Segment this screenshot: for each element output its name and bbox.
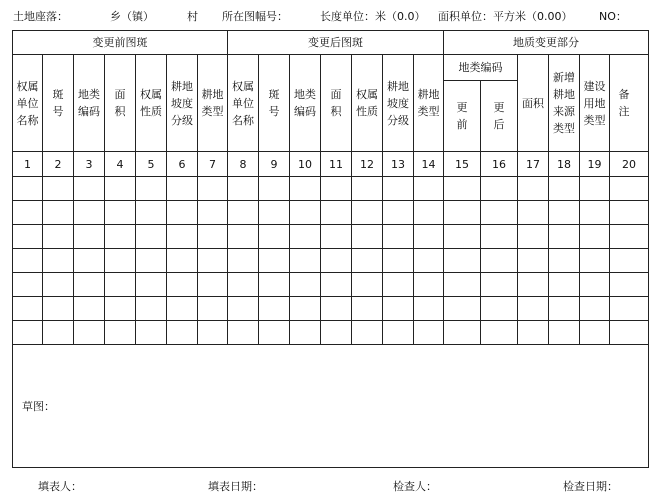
table-cell[interactable] bbox=[444, 249, 481, 273]
no-label: NO： bbox=[599, 10, 627, 23]
table-cell[interactable] bbox=[105, 225, 136, 249]
table-cell[interactable] bbox=[321, 177, 352, 201]
table-cell[interactable] bbox=[481, 249, 518, 273]
table-cell[interactable] bbox=[321, 321, 352, 345]
table-cell[interactable] bbox=[549, 297, 580, 321]
table-cell[interactable] bbox=[105, 321, 136, 345]
table-cell[interactable] bbox=[167, 177, 198, 201]
table-cell[interactable] bbox=[228, 201, 259, 225]
table-cell[interactable] bbox=[74, 201, 105, 225]
table-cell[interactable] bbox=[549, 225, 580, 249]
area-unit-label: 面积单位：平方米（0.00） bbox=[438, 10, 573, 23]
table-cell[interactable] bbox=[580, 321, 610, 345]
table-cell[interactable] bbox=[136, 225, 167, 249]
table-cell[interactable] bbox=[610, 225, 649, 249]
table-row bbox=[13, 273, 649, 297]
table-cell[interactable] bbox=[383, 297, 414, 321]
table-cell[interactable] bbox=[259, 225, 290, 249]
table-cell[interactable] bbox=[167, 201, 198, 225]
column-number: 20 bbox=[610, 152, 649, 177]
table-cell[interactable] bbox=[43, 225, 74, 249]
table-cell[interactable] bbox=[610, 249, 649, 273]
table-cell[interactable] bbox=[43, 177, 74, 201]
table-cell[interactable] bbox=[228, 297, 259, 321]
table-cell[interactable] bbox=[13, 201, 43, 225]
table-cell[interactable] bbox=[549, 201, 580, 225]
table-cell[interactable] bbox=[290, 177, 321, 201]
col-after-area-header: 面 积 bbox=[321, 55, 352, 152]
group-before-header: 变更前图斑 bbox=[13, 31, 228, 55]
column-number: 8 bbox=[228, 152, 259, 177]
table-cell[interactable] bbox=[352, 321, 383, 345]
col-before-ownership-header: 权属 性质 bbox=[136, 55, 167, 152]
table-cell[interactable] bbox=[74, 249, 105, 273]
column-number: 5 bbox=[136, 152, 167, 177]
table-cell[interactable] bbox=[105, 273, 136, 297]
table-cell[interactable] bbox=[383, 273, 414, 297]
table-cell[interactable] bbox=[167, 249, 198, 273]
table-cell[interactable] bbox=[290, 225, 321, 249]
column-number-row bbox=[13, 152, 649, 177]
table-cell[interactable] bbox=[321, 297, 352, 321]
table-cell[interactable] bbox=[259, 177, 290, 201]
table-cell[interactable] bbox=[13, 321, 43, 345]
table-cell[interactable] bbox=[383, 321, 414, 345]
table-cell[interactable] bbox=[136, 321, 167, 345]
table-cell[interactable] bbox=[228, 177, 259, 201]
table-cell[interactable] bbox=[580, 249, 610, 273]
table-cell[interactable] bbox=[105, 177, 136, 201]
table-cell[interactable] bbox=[228, 273, 259, 297]
table-cell[interactable] bbox=[136, 273, 167, 297]
table-cell[interactable] bbox=[136, 297, 167, 321]
table-cell[interactable] bbox=[321, 225, 352, 249]
length-unit-label: 长度单位：米（0.0） bbox=[320, 10, 426, 23]
col-before-area-header: 面 积 bbox=[105, 55, 136, 152]
table-cell[interactable] bbox=[167, 321, 198, 345]
table-cell[interactable] bbox=[610, 297, 649, 321]
table-cell[interactable] bbox=[198, 273, 228, 297]
table-cell[interactable] bbox=[259, 273, 290, 297]
column-number: 2 bbox=[43, 152, 74, 177]
table-cell[interactable] bbox=[414, 249, 444, 273]
checker-label: 检查人： bbox=[393, 480, 437, 493]
table-cell[interactable] bbox=[444, 297, 481, 321]
table-cell[interactable] bbox=[290, 297, 321, 321]
table-cell[interactable] bbox=[518, 201, 549, 225]
col-geo-construction-header: 建设 用地 类型 bbox=[580, 55, 610, 152]
table-cell[interactable] bbox=[352, 201, 383, 225]
col-before-owner-header: 权属 单位 名称 bbox=[13, 55, 43, 152]
col-before-slope-header: 耕地 坡度 分级 bbox=[167, 55, 198, 152]
table-cell[interactable] bbox=[167, 273, 198, 297]
table-cell[interactable] bbox=[198, 321, 228, 345]
table-cell[interactable] bbox=[321, 201, 352, 225]
col-geo-area-header: 面积 bbox=[518, 55, 549, 152]
table-cell[interactable] bbox=[580, 273, 610, 297]
col-after-patch-header: 斑 号 bbox=[259, 55, 290, 152]
column-number: 6 bbox=[167, 152, 198, 177]
table-cell[interactable] bbox=[549, 273, 580, 297]
table-cell[interactable] bbox=[105, 201, 136, 225]
table-cell[interactable] bbox=[321, 249, 352, 273]
table-cell[interactable] bbox=[259, 321, 290, 345]
table-cell[interactable] bbox=[74, 177, 105, 201]
table-cell[interactable] bbox=[136, 201, 167, 225]
table-cell[interactable] bbox=[444, 273, 481, 297]
table-cell[interactable] bbox=[414, 177, 444, 201]
sketch-label: 草图： bbox=[22, 399, 55, 413]
location-label: 土地座落： bbox=[13, 10, 68, 23]
table-cell[interactable] bbox=[13, 273, 43, 297]
table-row bbox=[13, 201, 649, 225]
table-row bbox=[13, 249, 649, 273]
column-number: 12 bbox=[352, 152, 383, 177]
table-cell[interactable] bbox=[610, 273, 649, 297]
table-cell[interactable] bbox=[198, 225, 228, 249]
table-cell[interactable] bbox=[259, 201, 290, 225]
table-cell[interactable] bbox=[549, 177, 580, 201]
table-cell[interactable] bbox=[136, 177, 167, 201]
column-number: 19 bbox=[580, 152, 610, 177]
column-number: 14 bbox=[414, 152, 444, 177]
table-row bbox=[13, 225, 649, 249]
col-after-farmtype-header: 耕地 类型 bbox=[414, 55, 444, 152]
table-cell[interactable] bbox=[167, 297, 198, 321]
table-row bbox=[13, 177, 649, 201]
table-cell[interactable] bbox=[383, 225, 414, 249]
table-cell[interactable] bbox=[444, 201, 481, 225]
table-cell[interactable] bbox=[13, 249, 43, 273]
col-before-landcode-header: 地类 编码 bbox=[74, 55, 105, 152]
map-sheet-label: 所在图幅号： bbox=[222, 10, 288, 23]
table-cell[interactable] bbox=[43, 201, 74, 225]
table-cell[interactable] bbox=[105, 297, 136, 321]
col-after-landcode-header: 地类 编码 bbox=[290, 55, 321, 152]
table-cell[interactable] bbox=[228, 321, 259, 345]
table-cell[interactable] bbox=[549, 321, 580, 345]
column-number: 18 bbox=[549, 152, 580, 177]
table-cell[interactable] bbox=[481, 273, 518, 297]
table-cell[interactable] bbox=[321, 273, 352, 297]
column-number: 11 bbox=[321, 152, 352, 177]
table-cell[interactable] bbox=[352, 297, 383, 321]
column-number: 10 bbox=[290, 152, 321, 177]
column-number: 13 bbox=[383, 152, 414, 177]
col-geo-newfarm-header: 新增 耕地 来源 类型 bbox=[549, 55, 580, 152]
table-cell[interactable] bbox=[136, 249, 167, 273]
table-cell[interactable] bbox=[228, 249, 259, 273]
check-date-label: 检查日期： bbox=[563, 480, 618, 493]
table-cell[interactable] bbox=[43, 297, 74, 321]
table-cell[interactable] bbox=[580, 225, 610, 249]
table-cell[interactable] bbox=[518, 177, 549, 201]
table-cell[interactable] bbox=[198, 201, 228, 225]
table-cell[interactable] bbox=[74, 273, 105, 297]
table-cell[interactable] bbox=[198, 297, 228, 321]
table-cell[interactable] bbox=[518, 249, 549, 273]
table-cell[interactable] bbox=[610, 321, 649, 345]
column-number: 3 bbox=[74, 152, 105, 177]
table-cell[interactable] bbox=[198, 177, 228, 201]
table-cell[interactable] bbox=[610, 201, 649, 225]
table-cell[interactable] bbox=[43, 249, 74, 273]
col-before-patch-header: 斑 号 bbox=[43, 55, 74, 152]
table-cell[interactable] bbox=[518, 225, 549, 249]
fill-date-label: 填表日期： bbox=[208, 480, 263, 493]
table-cell[interactable] bbox=[13, 225, 43, 249]
table-cell[interactable] bbox=[518, 297, 549, 321]
subgroup-landcode-header: 地类编码 bbox=[444, 55, 518, 81]
column-number: 9 bbox=[259, 152, 290, 177]
table-cell[interactable] bbox=[352, 177, 383, 201]
table-cell[interactable] bbox=[352, 249, 383, 273]
table-cell[interactable] bbox=[43, 273, 74, 297]
table-row bbox=[13, 321, 649, 345]
col-geo-after-header: 更 后 bbox=[481, 81, 518, 152]
table-cell[interactable] bbox=[74, 321, 105, 345]
col-after-slope-header: 耕地 坡度 分级 bbox=[383, 55, 414, 152]
table-cell[interactable] bbox=[74, 225, 105, 249]
table-cell[interactable] bbox=[228, 225, 259, 249]
table-row bbox=[13, 297, 649, 321]
table-cell[interactable] bbox=[414, 225, 444, 249]
column-number: 17 bbox=[518, 152, 549, 177]
table-cell[interactable] bbox=[13, 297, 43, 321]
column-number: 16 bbox=[481, 152, 518, 177]
table-cell[interactable] bbox=[444, 177, 481, 201]
col-after-owner-header: 权属 单位 名称 bbox=[228, 55, 259, 152]
table-cell[interactable] bbox=[414, 201, 444, 225]
column-number: 7 bbox=[198, 152, 228, 177]
column-number: 15 bbox=[444, 152, 481, 177]
column-number: 1 bbox=[13, 152, 43, 177]
group-geo-header: 地质变更部分 bbox=[444, 31, 649, 55]
table-cell[interactable] bbox=[198, 249, 228, 273]
table-cell[interactable] bbox=[518, 273, 549, 297]
col-remark-header: 备注 bbox=[610, 55, 649, 152]
table-cell[interactable] bbox=[414, 273, 444, 297]
table-cell[interactable] bbox=[481, 177, 518, 201]
table-cell[interactable] bbox=[259, 297, 290, 321]
table-cell[interactable] bbox=[352, 225, 383, 249]
table-cell[interactable] bbox=[580, 297, 610, 321]
land-change-form-table bbox=[12, 30, 649, 468]
column-number: 4 bbox=[105, 152, 136, 177]
col-before-farmtype-header: 耕地 类型 bbox=[198, 55, 228, 152]
township-label: 乡（镇） bbox=[110, 10, 154, 23]
table-cell[interactable] bbox=[580, 201, 610, 225]
table-cell[interactable] bbox=[383, 201, 414, 225]
table-cell[interactable] bbox=[414, 297, 444, 321]
col-after-ownership-header: 权属 性质 bbox=[352, 55, 383, 152]
table-cell[interactable] bbox=[444, 321, 481, 345]
table-cell[interactable] bbox=[290, 321, 321, 345]
col-geo-before-header: 更 前 bbox=[444, 81, 481, 152]
table-cell[interactable] bbox=[481, 225, 518, 249]
table-cell[interactable] bbox=[43, 321, 74, 345]
table-cell[interactable] bbox=[290, 273, 321, 297]
table-cell[interactable] bbox=[610, 177, 649, 201]
table-cell[interactable] bbox=[74, 297, 105, 321]
table-cell[interactable] bbox=[580, 177, 610, 201]
table-cell[interactable] bbox=[13, 177, 43, 201]
table-cell[interactable] bbox=[105, 249, 136, 273]
table-cell[interactable] bbox=[481, 321, 518, 345]
table-cell[interactable] bbox=[518, 321, 549, 345]
table-cell[interactable] bbox=[481, 201, 518, 225]
table-cell[interactable] bbox=[549, 249, 580, 273]
village-label: 村 bbox=[187, 10, 198, 23]
group-after-header: 变更后图斑 bbox=[228, 31, 444, 55]
table-cell[interactable] bbox=[290, 201, 321, 225]
sketch-area[interactable] bbox=[13, 345, 649, 468]
table-cell[interactable] bbox=[290, 249, 321, 273]
table-cell[interactable] bbox=[352, 273, 383, 297]
table-cell[interactable] bbox=[383, 177, 414, 201]
table-cell[interactable] bbox=[259, 249, 290, 273]
table-cell[interactable] bbox=[383, 249, 414, 273]
table-cell[interactable] bbox=[444, 225, 481, 249]
table-cell[interactable] bbox=[167, 225, 198, 249]
table-cell[interactable] bbox=[481, 297, 518, 321]
filler-label: 填表人： bbox=[38, 480, 82, 493]
table-cell[interactable] bbox=[414, 321, 444, 345]
